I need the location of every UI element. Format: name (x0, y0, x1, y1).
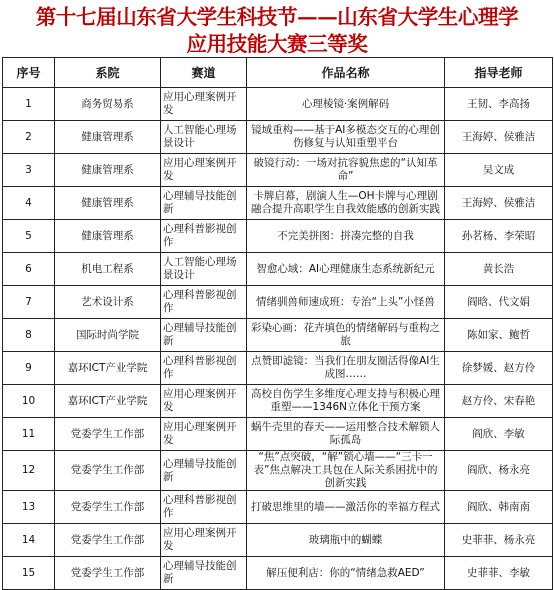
cell-no: 15 (3, 557, 55, 590)
cell-work: 不完美拼图：拼凑完整的自我 (247, 220, 445, 253)
awards-table (2, 57, 553, 590)
table-row (3, 524, 553, 557)
header-dept: 系院 (55, 58, 161, 88)
table-row (3, 88, 553, 121)
header-track: 赛道 (161, 58, 247, 88)
cell-track: 应用心理案例开发 (161, 524, 247, 557)
cell-no: 3 (3, 154, 55, 187)
cell-work: 打破思维里的墙——激活你的幸福方程式 (247, 491, 445, 524)
cell-work: 玻璃瓶中的蝴蝶 (247, 524, 445, 557)
cell-dept: 党委学生工作部 (55, 491, 161, 524)
cell-work: 高校自伤学生多维度心理支持与积极心理重塑——1346N立体化干预方案 (247, 385, 445, 418)
cell-dept: 健康管理系 (55, 121, 161, 154)
header-no: 序号 (3, 58, 55, 88)
table-row (3, 491, 553, 524)
cell-work: 情绪驯兽师速成班：专治“上头”小怪兽 (247, 286, 445, 319)
cell-teacher: 王海婷、侯雅洁 (445, 121, 553, 154)
cell-no: 9 (3, 352, 55, 385)
cell-dept: 嘉环ICT产业学院 (55, 385, 161, 418)
cell-work: “焦”点突破，“解”锁心墙——“三卡一表”焦点解决工具包在人际关系困扰中的创新实践 (247, 451, 445, 491)
cell-teacher: 赵方伶、宋春艳 (445, 385, 553, 418)
cell-track: 应用心理案例开发 (161, 154, 247, 187)
table-row (3, 121, 553, 154)
cell-track: 心理辅导技能创新 (161, 187, 247, 220)
cell-track: 人工智能心理场景设计 (161, 121, 247, 154)
cell-dept: 嘉环ICT产业学院 (55, 352, 161, 385)
cell-track: 心理科普影视创作 (161, 491, 247, 524)
cell-dept: 商务贸易系 (55, 88, 161, 121)
cell-teacher: 王海婷、侯雅洁 (445, 187, 553, 220)
cell-track: 应用心理案例开发 (161, 385, 247, 418)
cell-teacher: 黄长浩 (445, 253, 553, 286)
cell-dept: 党委学生工作部 (55, 557, 161, 590)
cell-no: 14 (3, 524, 55, 557)
cell-teacher: 孙茗杨、李荣昭 (445, 220, 553, 253)
header-teacher: 指导老师 (445, 58, 553, 88)
table-row (3, 220, 553, 253)
cell-teacher: 阎欣、李敏 (445, 418, 553, 451)
cell-teacher: 吴文成 (445, 154, 553, 187)
table-row (3, 187, 553, 220)
cell-teacher: 阎欣、杨永亮 (445, 451, 553, 491)
header-work: 作品名称 (247, 58, 445, 88)
table-row (3, 154, 553, 187)
cell-work: 点赞即滤镜：当我们在朋友圈活得像AI生成图…… (247, 352, 445, 385)
cell-track: 心理科普影视创作 (161, 286, 247, 319)
table-header-row (3, 58, 553, 88)
cell-work: 解压便利店：你的“情绪急救AED” (247, 557, 445, 590)
cell-track: 人工智能心理场景设计 (161, 253, 247, 286)
cell-teacher: 徐梦媛、赵方伶 (445, 352, 553, 385)
cell-dept: 健康管理系 (55, 187, 161, 220)
cell-track: 心理科普影视创作 (161, 220, 247, 253)
cell-dept: 机电工程系 (55, 253, 161, 286)
table-row (3, 557, 553, 590)
cell-track: 应用心理案例开发 (161, 418, 247, 451)
cell-no: 8 (3, 319, 55, 352)
cell-no: 7 (3, 286, 55, 319)
cell-teacher: 陈如家、鲍哲 (445, 319, 553, 352)
cell-dept: 党委学生工作部 (55, 418, 161, 451)
cell-dept: 健康管理系 (55, 154, 161, 187)
cell-teacher: 王韧、李高扬 (445, 88, 553, 121)
cell-dept: 健康管理系 (55, 220, 161, 253)
title-line-2: 应用技能大赛三等奖 (186, 32, 368, 56)
cell-work: 智愈心域：AI心理健康生态系统新纪元 (247, 253, 445, 286)
cell-dept: 党委学生工作部 (55, 524, 161, 557)
document-title (0, 0, 554, 54)
cell-teacher: 阎晗、代文娟 (445, 286, 553, 319)
table-row (3, 451, 553, 491)
cell-no: 10 (3, 385, 55, 418)
table-row (3, 286, 553, 319)
cell-track: 心理科普影视创作 (161, 352, 247, 385)
cell-no: 13 (3, 491, 55, 524)
cell-track: 应用心理案例开发 (161, 88, 247, 121)
cell-work: 蜗牛壳里的春天——运用整合技术解锁人际孤岛 (247, 418, 445, 451)
cell-no: 12 (3, 451, 55, 491)
cell-track: 心理辅导技能创新 (161, 451, 247, 491)
title-line-1: 第十七届山东省大学生科技节——山东省大学生心理学 (35, 5, 519, 29)
cell-work: 破镜行动：一场对抗容貌焦虑的“认知革命” (247, 154, 445, 187)
table-row (3, 385, 553, 418)
cell-no: 6 (3, 253, 55, 286)
cell-no: 2 (3, 121, 55, 154)
table-row (3, 418, 553, 451)
cell-work: 卡牌启幕，剧演人生—OH卡牌与心理剧融合提升高职学生自我效能感的创新实践 (247, 187, 445, 220)
cell-no: 5 (3, 220, 55, 253)
cell-work: 心理棱镜·案例解码 (247, 88, 445, 121)
cell-dept: 党委学生工作部 (55, 451, 161, 491)
cell-teacher: 阎欣、韩南南 (445, 491, 553, 524)
cell-no: 11 (3, 418, 55, 451)
cell-track: 心理辅导技能创新 (161, 557, 247, 590)
table-body (3, 88, 553, 590)
cell-dept: 艺术设计系 (55, 286, 161, 319)
cell-no: 4 (3, 187, 55, 220)
cell-teacher: 史菲菲、杨永亮 (445, 524, 553, 557)
table-row (3, 319, 553, 352)
table-row (3, 352, 553, 385)
cell-no: 1 (3, 88, 55, 121)
table-row (3, 253, 553, 286)
cell-work: 彩染心画：花卉填色的情绪解码与重构之旅 (247, 319, 445, 352)
cell-dept: 国际时尚学院 (55, 319, 161, 352)
cell-track: 心理辅导技能创新 (161, 319, 247, 352)
cell-work: 镜域重构——基于AI多模态交互的心理创伤修复与认知重塑平台 (247, 121, 445, 154)
cell-teacher: 史菲菲、李敏 (445, 557, 553, 590)
